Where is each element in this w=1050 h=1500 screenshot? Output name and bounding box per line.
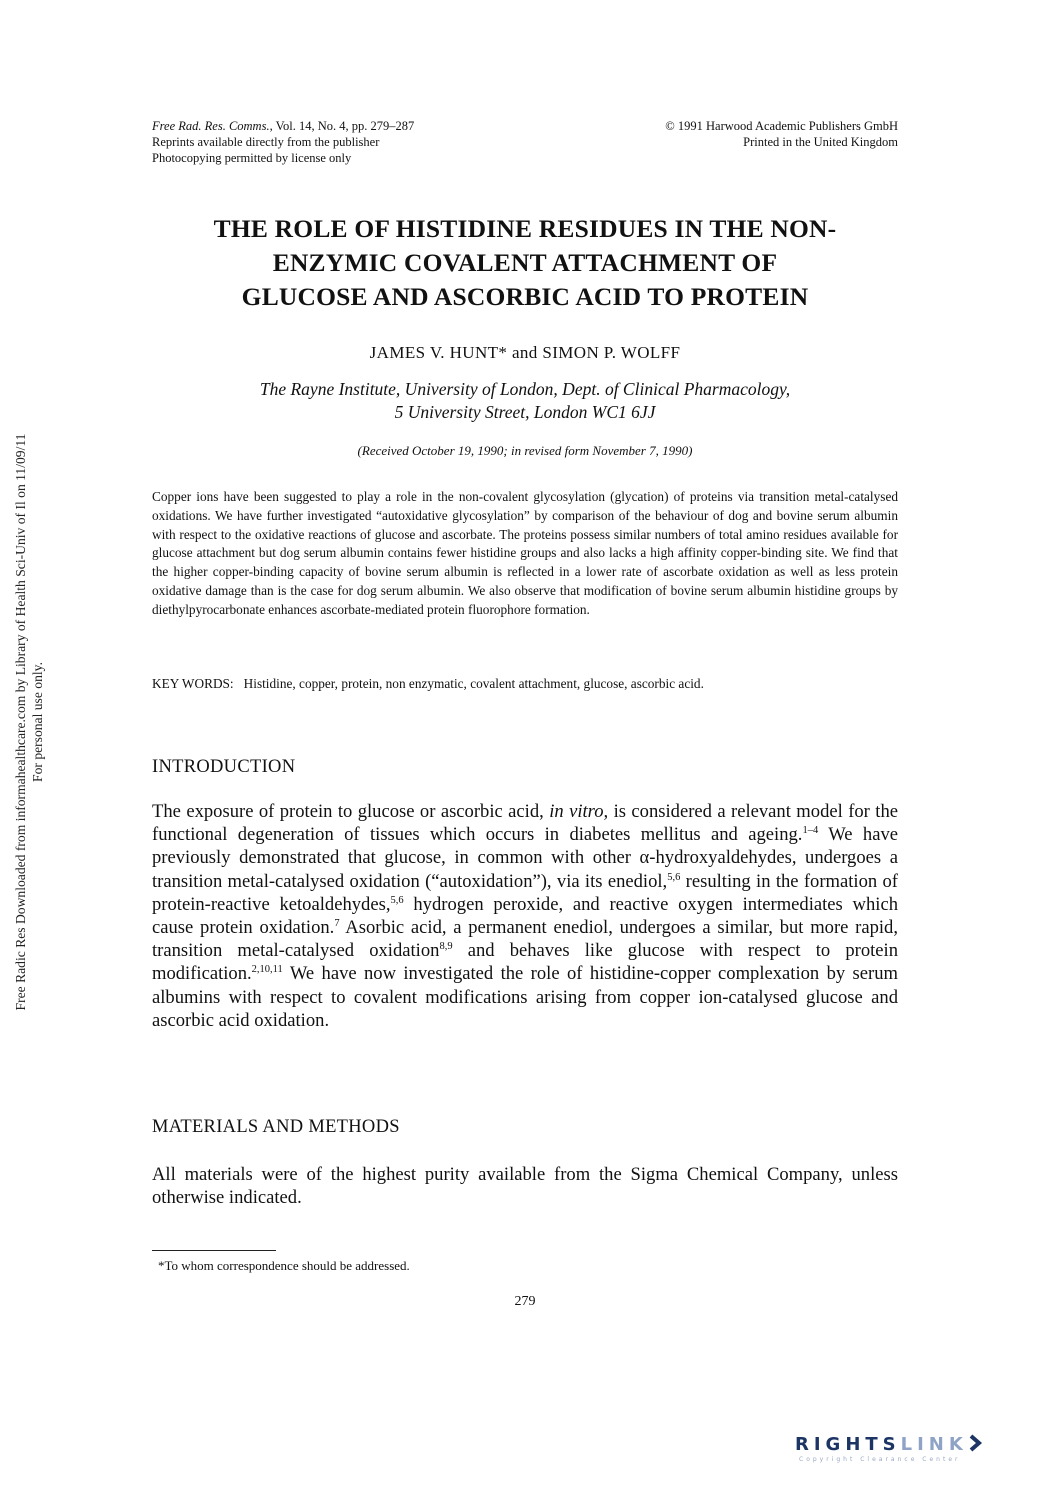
journal-line [152,118,414,134]
rightslink-wordmark [795,1434,1030,1455]
affiliation-line-1: The Rayne Institute, University of London, Dept. of Clinical Pharmacology, [259,379,791,399]
journal-citation [152,118,414,166]
keywords [152,676,912,692]
keywords-text: Histidine, copper, protein, non enzymatic, covalent attachment, glucose, ascorbic acid. [243,676,704,691]
affiliation [0,378,1050,424]
intro-text-2: is considered a relevant model for the functional degeneration of tissues which occurs in diabetes mellitus and ageing. [152,801,898,846]
photocopying-note: Photocopying permitted by license only [152,151,352,165]
download-watermark [12,352,46,1092]
intro-text-4: resulting in the formation of protein-reactive ketoaldehydes, [152,870,898,915]
title-line-3: GLUCOSE AND ASCORBIC ACID TO PROTEIN [241,282,809,311]
rightslink-logo[interactable] [795,1434,1030,1470]
intro-text-6: Asorbic acid, a permanent enediol, undergoes a similar, but more rapid, transition metal-catalysed oxidation [152,917,898,962]
methods-heading: MATERIALS AND METHODS [152,1117,400,1137]
volume-info: , Vol. 14, No. 4, pp. 279–287 [269,119,415,133]
reprints-note: Reprints available directly from the publisher [152,135,380,149]
citation-ref: 8,9 [439,941,453,953]
arrow-icon [968,1434,984,1452]
introduction-heading: INTRODUCTION [152,757,296,777]
abstract: Copper ions have been suggested to play a role in the non-covalent glycosylation (glycation) of proteins via transition metal-catalysed oxidations. We have further investigated “autoxidative glycosylation” by comparison of the behaviour of dog and bovine serum albumin with respect to the oxidative reactions of glucose and ascorbate. The proteins possess similar numbers of total amino residues available for glucose attachment but dog serum albumin contains fewer histidine groups and also lacks a high affinity copper-binding site. We find that the higher copper-binding capacity of bovine serum albumin is reflected in a lower rate of ascorbate oxidation as well as less protein oxidative damage than is the case for dog serum albumin. We also observe that modification of bovine serum albumin histidine groups by diethylpyrocarbonate enhances ascorbate-mediated protein fluorophore formation. [152,489,898,617]
copyright-line: © 1991 Harwood Academic Publishers GmbH [665,119,898,133]
intro-italic: in vitro, [549,801,609,822]
received-dates: (Received October 19, 1990; in revised form November 7, 1990) [357,443,693,458]
intro-text-7: and behaves like glucose with respect to protein modification. [152,940,898,985]
journal-name: Free Rad. Res. Comms. [152,119,270,133]
printed-line: Printed in the United Kingdom [743,135,898,149]
footnote: *To whom correspondence should be addressed. [158,1258,410,1273]
intro-text-3: We have previously demonstrated that glucose, in common with other α-hydroxyaldehydes, undergoes a transition metal-catalysed oxidation (“autoxidation”), via its enediol, [152,824,898,892]
citation-ref: 1–4 [802,825,819,837]
publisher-info [665,118,898,150]
authors: JAMES V. HUNT* and SIMON P. WOLFF [369,343,681,362]
intro-text-8: We have now investigated the role of histidine-copper complexation by serum albumins with respect to covalent modifications arising from copper ion-catalysed glucose and ascorbic acid oxidation. [152,963,898,1031]
introduction-paragraph [152,800,898,1032]
intro-text-5: hydrogen peroxide, and reactive oxygen intermediates which cause protein oxidation. [152,893,898,939]
watermark-line-2: For personal use only. [30,662,45,782]
footnote-divider [152,1250,276,1251]
logo-light-part: LINK [900,1434,968,1455]
title-line-2: ENZYMIC COVALENT ATTACHMENT OF [272,248,778,277]
intro-text-1: The exposure of protein to glucose or ascorbic acid, [152,801,550,822]
citation-ref: 7 [334,918,340,930]
citation-ref: 5,6 [390,894,404,906]
logo-dark-part: RIGHTS [795,1434,901,1455]
citation-ref: 5,6 [667,871,681,883]
affiliation-line-2: 5 University Street, London WC1 6JJ [394,402,656,422]
watermark-line-1: Free Radic Res Downloaded from informahealthcare.com by Library of Health Sci-Univ of Il on 11/09/11 [13,433,28,1011]
paper-title [130,212,920,314]
citation-ref: 2,10,11 [251,964,283,976]
page-number: 279 [514,1294,536,1309]
keywords-label: KEY WORDS: [152,676,234,691]
methods-paragraph: All materials were of the highest purity available from the Sigma Chemical Company, unless otherwise indicated. [152,1164,898,1209]
logo-subtitle: Copyright Clearance Center [799,1456,961,1463]
title-line-1: THE ROLE OF HISTIDINE RESIDUES IN THE NON- [213,214,837,243]
